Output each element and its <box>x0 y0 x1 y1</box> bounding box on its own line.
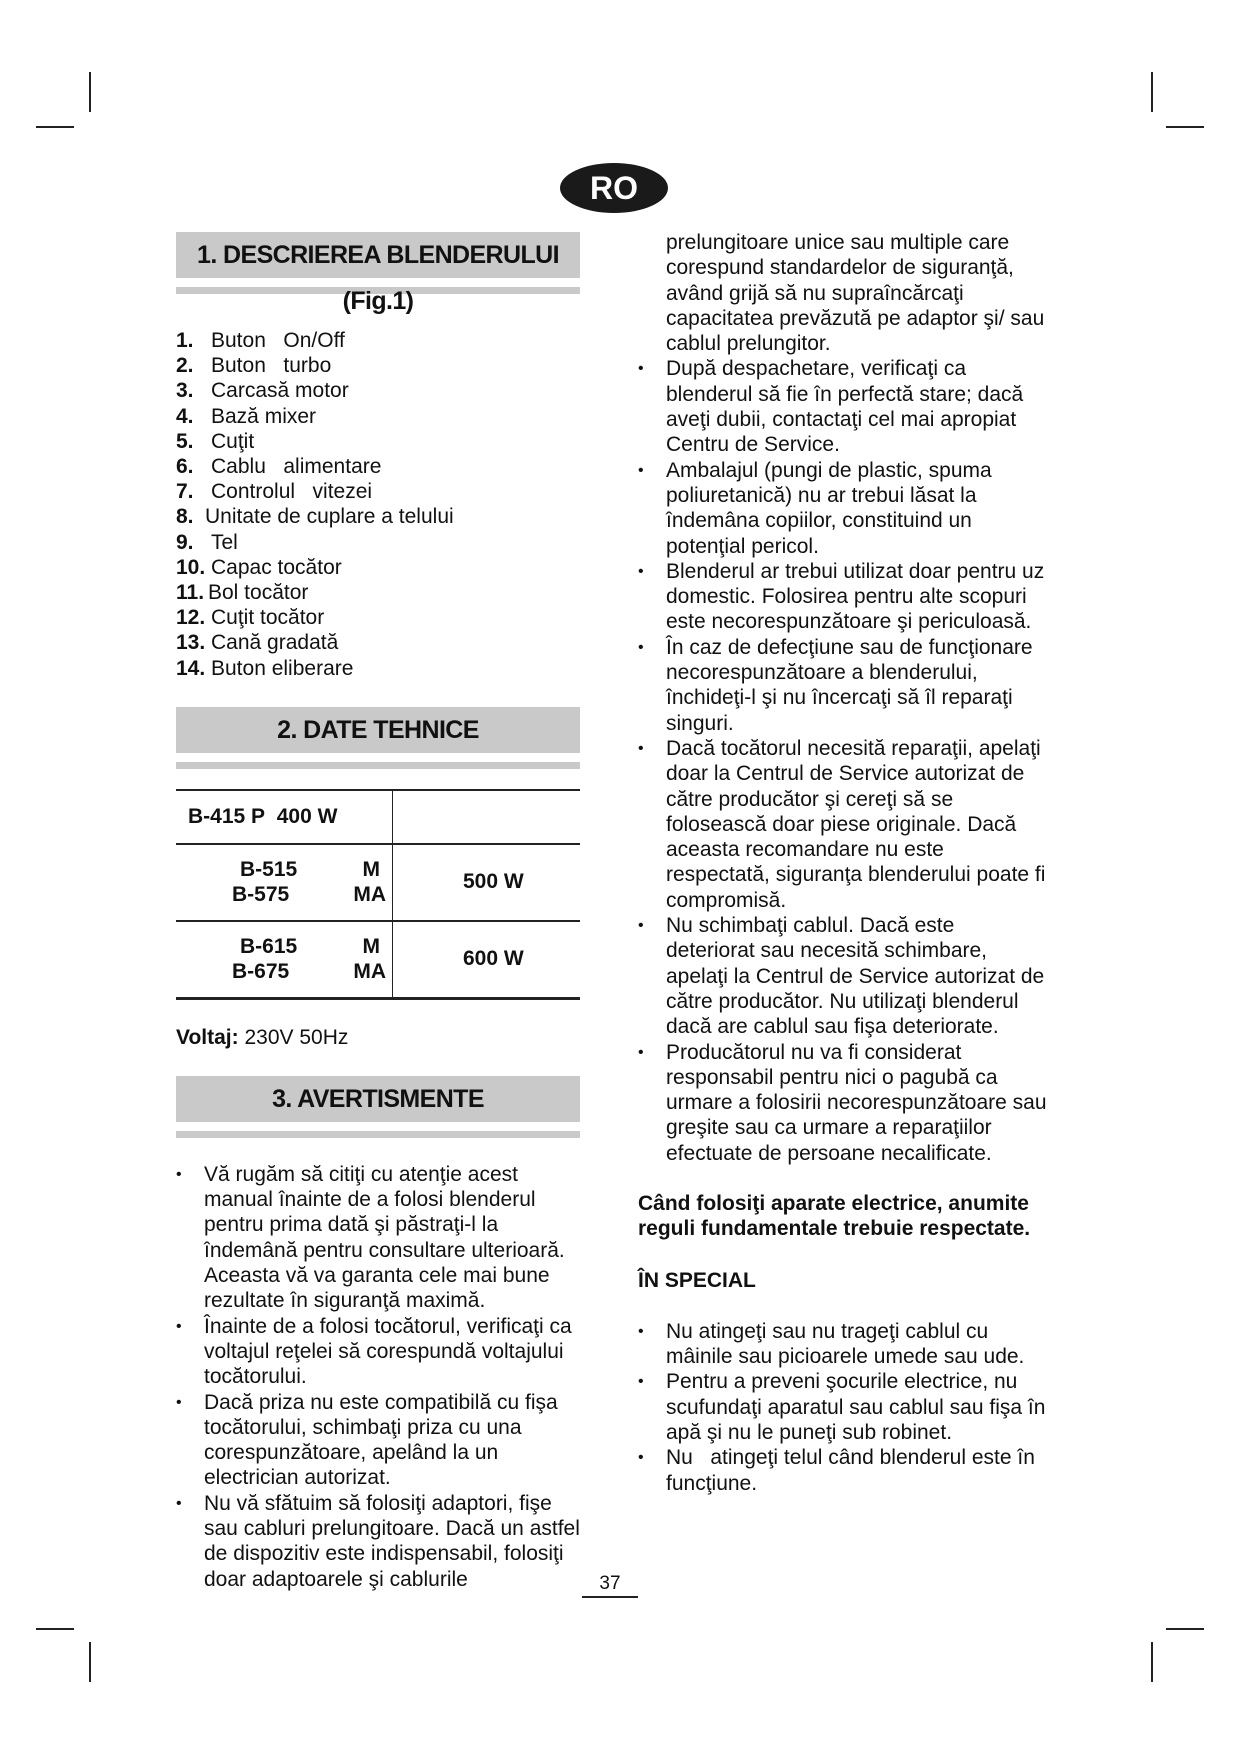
crop-mark <box>36 1628 74 1630</box>
special-heading: ÎN SPECIAL <box>638 1268 756 1292</box>
list-item: 14. Buton eliberare <box>176 656 354 680</box>
section-rule <box>176 1131 580 1138</box>
crop-mark <box>36 126 74 128</box>
crop-mark <box>89 72 91 112</box>
list-item: 3. Carcasă motor <box>176 379 349 403</box>
left-column <box>176 232 580 1592</box>
section-heading-description: 1. DESCRIEREA BLENDERULUI (Fig.1) <box>176 232 580 278</box>
list-item: • În caz de defecţiune sau de funcţionare necorespunzătoare a blenderului, închideţi-l şi nu încercaţi să îl reparaţi singuri. <box>638 635 1048 736</box>
list-item: • Nu atingeţi sau nu trageţi cablul cu mâinile sau picioarele umede sau ude. <box>638 1319 1048 1370</box>
table-row <box>176 921 580 999</box>
table-row <box>176 844 580 921</box>
list-item: • După despachetare, verificaţi ca blenderul să fie în perfectă stare; dacă aveţi dubii, contactaţi cel mai apropiat Centru de Service. <box>638 356 1048 457</box>
table-cell: B-515 M B-575 MA <box>176 844 393 921</box>
list-item: • Producătorul nu va fi considerat responsabil pentru nici o pagubă ca urmare a folosirii necorespunzătoare sau greşite sau ca urmare a reparaţiilor efectuate de persoane necalificate. <box>638 1040 1048 1166</box>
page-number: 37 <box>582 1572 638 1598</box>
warnings-list-right <box>638 356 1048 1166</box>
section-heading-warnings: 3. AVERTISMENTE <box>176 1076 580 1122</box>
list-item: 13. Cană gradată <box>176 631 339 655</box>
list-item: • Vă rugăm să citiţi cu atenţie acest manual înainte de a folosi blenderul pentru prima dată şi păstraţi-l la îndemână pentru consultare ulterioară. Aceasta vă va garanta cele mai bune rezultate în siguranţă maximă. <box>176 1162 580 1314</box>
list-item: 4. Bază mixer <box>176 404 317 428</box>
list-item: 2. Buton turbo <box>176 354 332 378</box>
table-cell: B-415 P 400 W <box>176 790 393 844</box>
language-badge: RO <box>560 163 668 213</box>
list-item: 11. Bol tocător <box>176 581 309 605</box>
list-item: 8. Unitate de cuplare a telului <box>176 505 454 529</box>
crop-mark <box>1151 72 1153 112</box>
list-item: 7. Controlul vitezei <box>176 480 373 504</box>
crop-mark <box>89 1642 91 1682</box>
table-cell: B-615 M B-675 MA <box>176 921 393 999</box>
table-cell: 600 W <box>393 921 581 999</box>
list-item: • Nu vă sfătuim să folosiţi adaptori, fişe sau cabluri prelungitoare. Dacă un astfel de dispozitiv este indispensabil, folosiţi doar adaptoarele şi cablurile <box>176 1491 580 1592</box>
list-item: 5. Cuţit <box>176 429 255 453</box>
list-item: 6. Cablu alimentare <box>176 455 382 479</box>
list-item: • Dacă tocătorul necesită reparaţii, apelaţi doar la Centrul de Service autorizat de către producător şi cereţi să se folosească doar piese originale. Dacă aceasta recomandare nu este respectată, siguranţa blenderului poate fi compromisă. <box>638 736 1048 913</box>
list-item: • Blenderul ar trebui utilizat doar pentru uz domestic. Folosirea pentru alte scopuri este necorespunzătoare şi periculoasă. <box>638 559 1048 635</box>
list-item: • Nu atingeţi telul când blenderul este în funcţiune. <box>638 1445 1048 1496</box>
table-cell <box>393 790 581 844</box>
warnings-list-left <box>176 1162 580 1592</box>
table-cell: 500 W <box>393 844 581 921</box>
section-heading-technical: 2. DATE TEHNICE <box>176 707 580 753</box>
list-item: • Nu schimbaţi cablul. Dacă este deteriorat sau necesită schimbare, apelaţi la Centrul de Service autorizat de către producător. Nu utilizaţi blenderul dacă are cablul sau fişa deteriorate. <box>638 913 1048 1039</box>
crop-mark <box>1151 1642 1153 1682</box>
list-item: • Dacă priza nu este compatibilă cu fişa tocătorului, schimbaţi priza cu una corespunzătoare, apelând la un electrician autorizat. <box>176 1390 580 1491</box>
list-item: 9. Tel <box>176 530 238 554</box>
continued-paragraph: prelungitoare unice sau multiple care corespund standardelor de siguranţă, având grijă să nu supraîncărcaţi capacitatea prevăzută pe adaptor şi/ sau cablul prelungitor. <box>666 231 1045 356</box>
special-list <box>638 1319 1048 1496</box>
list-item: 10. Capac tocător <box>176 555 342 579</box>
voltage-spec: Voltaj: 230V 50Hz <box>176 1025 349 1049</box>
list-item: • Pentru a preveni şocurile electrice, nu scufundaţi aparatul sau cablul sau fişa în apă şi nu le puneţi sub robinet. <box>638 1369 1048 1445</box>
right-column <box>638 230 1048 1496</box>
table-row <box>176 790 580 844</box>
list-item: 12. Cuţit tocător <box>176 606 325 630</box>
technical-data-table <box>176 789 580 1000</box>
crop-mark <box>1166 1628 1204 1630</box>
crop-mark <box>1166 126 1204 128</box>
section-rule <box>176 762 580 769</box>
rules-heading: Când folosiţi aparate electrice, anumite reguli fundamentale trebuie respectate. <box>638 1191 1031 1241</box>
list-item: • Ambalajul (pungi de plastic, spuma poliuretanică) nu ar trebui lăsat la îndemâna copiilor, constituind un potenţial pericol. <box>638 458 1048 559</box>
list-item: 1. Buton On/Off <box>176 329 345 352</box>
list-item: • Înainte de a folosi tocătorul, verificaţi ca voltajul reţelei să corespundă voltajului tocătorului. <box>176 1314 580 1390</box>
parts-list <box>176 328 580 681</box>
